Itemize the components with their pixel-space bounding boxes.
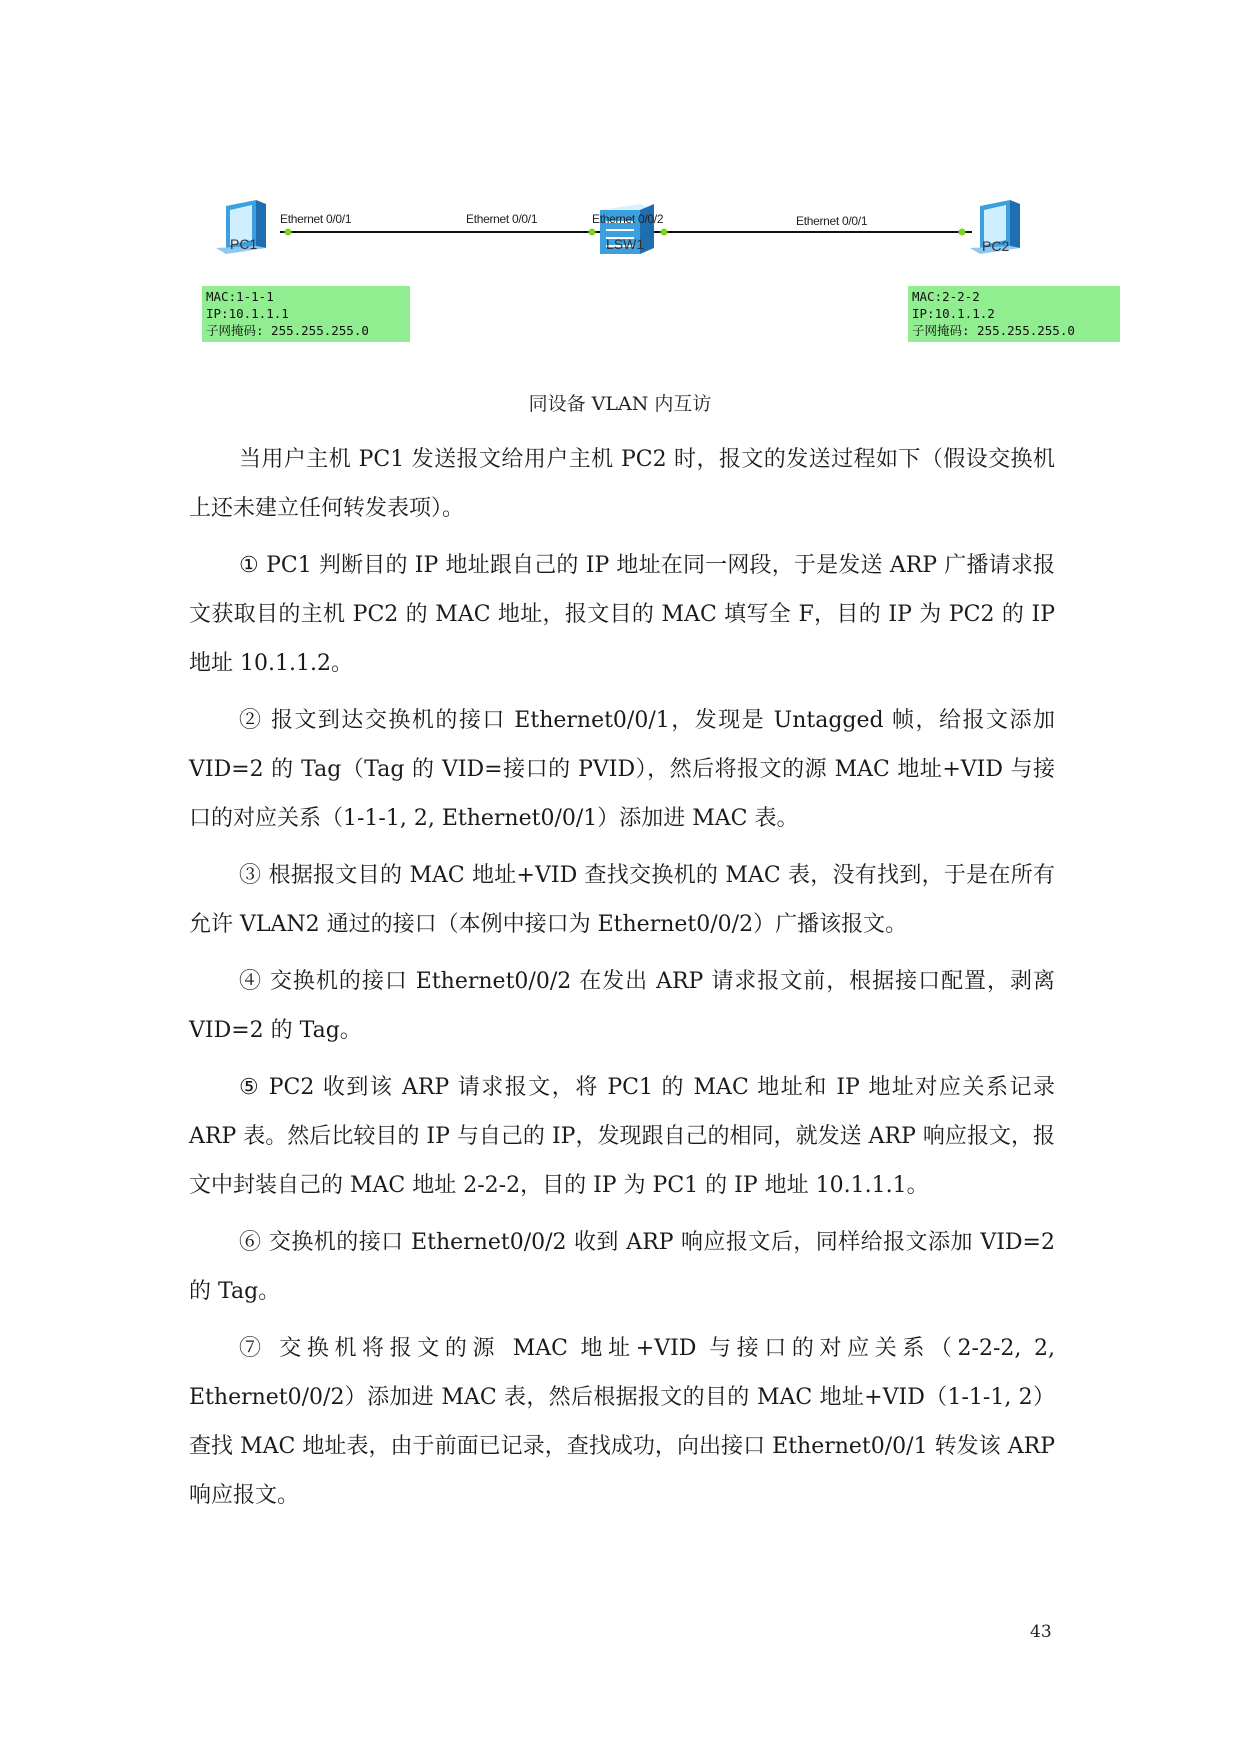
paragraph-step-4: ④ 交换机的接口 Ethernet0/0/2 在发出 ARP 请求报文前，根据接口配置，剥离 VID=2 的 Tag。	[189, 969, 1055, 1043]
page-number: 43	[1030, 1622, 1052, 1642]
paragraph-step-5: ⑤ PC2 收到该 ARP 请求报文，将 PC1 的 MAC 地址和 IP 地址对应关系记录 ARP 表。然后比较目的 IP 与自己的 IP，发现跟自己的相同，就发送 ARP 响应报文，报文中封装自己的 MAC 地址 2-2-2，目的 IP 为 PC1 的 IP 地址 10.1.1.1。	[189, 1075, 1055, 1198]
lsw1-port-right-label: Ethernet 0/0/2	[592, 212, 664, 226]
pc1-info-box	[202, 286, 410, 342]
lsw1-port-left-label: Ethernet 0/0/1	[466, 212, 538, 226]
paragraph-step-2: ② 报文到达交换机的接口 Ethernet0/0/1，发现是 Untagged 帧，给报文添加 VID=2 的 Tag（Tag 的 VID=接口的 PVID），然后将报文的源 MAC 地址+VID 与接口的对应关系（1-1-1, 2, Ethernet0/0/1）添加进 MAC 表。	[189, 708, 1055, 831]
pc2-mac: MAC:2-2-2	[912, 289, 980, 304]
paragraph-step-7: ⑦ 交换机将报文的源 MAC 地址+VID 与接口的对应关系（2-2-2, 2, Ethernet0/0/2）添加进 MAC 表，然后根据报文的目的 MAC 地址+VID（1-1-1, 2）查找 MAC 地址表，由于前面已记录，查找成功，向出接口 Ethernet0/0/1 转发该 ARP 响应报文。	[189, 1336, 1055, 1508]
port-dot-pc1	[285, 229, 292, 236]
port-dot-lsw1-left	[589, 229, 596, 236]
pc1-mask: 子网掩码: 255.255.255.0	[206, 323, 369, 338]
pc2-mask: 子网掩码: 255.255.255.0	[912, 323, 1075, 338]
pc2-ip: IP:10.1.1.2	[912, 306, 995, 321]
port-dot-lsw1-right	[661, 229, 668, 236]
pc2-info-box	[908, 286, 1120, 342]
topology-figure	[196, 196, 1136, 356]
pc2-port-label: Ethernet 0/0/1	[796, 214, 868, 228]
paragraph-step-6: ⑥ 交换机的接口 Ethernet0/0/2 收到 ARP 响应报文后，同样给报文添加 VID=2 的 Tag。	[189, 1230, 1055, 1304]
pc2-label: PC2	[982, 238, 1010, 254]
pc1-label: PC1	[230, 236, 258, 252]
port-dot-pc2	[959, 229, 966, 236]
paragraph-intro: 当用户主机 PC1 发送报文给用户主机 PC2 时，报文的发送过程如下（假设交换机上还未建立任何转发表项）。	[189, 447, 1055, 521]
pc1-mac: MAC:1-1-1	[206, 289, 274, 304]
pc1-port-label: Ethernet 0/0/1	[280, 212, 352, 226]
figure-caption: 同设备 VLAN 内互访	[528, 393, 712, 415]
lsw1-label: LSW1	[606, 236, 645, 252]
pc1-ip: IP:10.1.1.1	[206, 306, 289, 321]
paragraph-step-3: ③ 根据报文目的 MAC 地址+VID 查找交换机的 MAC 表，没有找到，于是在所有允许 VLAN2 通过的接口（本例中接口为 Ethernet0/0/2）广播该报文。	[189, 863, 1055, 937]
body-text	[189, 435, 1055, 1528]
paragraph-step-1: ① PC1 判断目的 IP 地址跟自己的 IP 地址在同一网段，于是发送 ARP 广播请求报文获取目的主机 PC2 的 MAC 地址，报文目的 MAC 填写全 F，目的 IP 为 PC2 的 IP 地址 10.1.1.2。	[189, 553, 1055, 676]
